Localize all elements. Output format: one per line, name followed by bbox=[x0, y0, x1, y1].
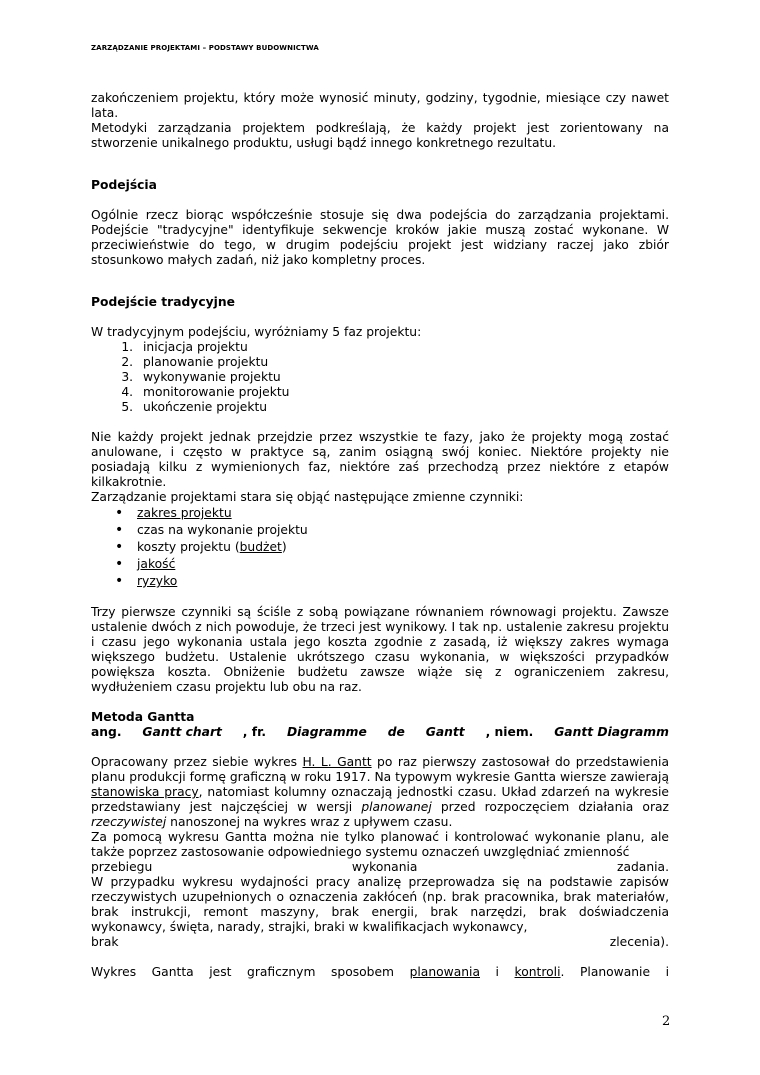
foreign-word: ang. bbox=[91, 725, 122, 739]
list-item bbox=[137, 505, 669, 522]
gantt-paragraph-4 bbox=[91, 965, 669, 980]
section-heading-tradycyjne: Podejście tradycyjne bbox=[91, 295, 235, 309]
link-ryzyko[interactable]: ryzyko bbox=[137, 574, 178, 588]
link-kontroli[interactable]: kontroli bbox=[514, 965, 561, 979]
link-budzet[interactable]: budżet bbox=[239, 540, 282, 554]
text-run: przebiegu bbox=[91, 860, 153, 874]
text-run: brak bbox=[91, 935, 119, 949]
phases-list bbox=[91, 340, 669, 415]
text-run: . Planowanie i bbox=[560, 965, 670, 979]
text-run: rzeczywistej bbox=[91, 815, 167, 829]
list-item: 2. planowanie projektu bbox=[137, 355, 669, 370]
tradycyjne-paragraph-2: Zarządzanie projektami stara się objąć następujące zmienne czynniki: bbox=[91, 490, 524, 504]
running-header: ZARZĄDZANIE PROJEKTAMI – PODSTAWY BUDOWNICTWA bbox=[91, 44, 319, 52]
list-item bbox=[137, 573, 669, 590]
foreign-word: Gantt chart bbox=[142, 725, 222, 739]
gantt-paragraph-2-last-line bbox=[91, 860, 669, 875]
text-run: zadania. bbox=[617, 860, 669, 874]
section-heading-podejscia: Podejścia bbox=[91, 178, 157, 192]
intro-paragraph-1: zakończeniem projektu, który może wynosić minuty, godziny, tygodnie, miesiące czy nawet lata. bbox=[91, 91, 669, 120]
gantt-paragraph-1 bbox=[91, 755, 669, 830]
gantt-paragraph-2: Za pomocą wykresu Gantta można nie tylko planować i kontrolować wykonanie planu, ale także poprzez zastosowanie odpowiedniego systemu oznaczeń uwzględniać zmienność bbox=[91, 830, 669, 859]
list-item: • czas na wykonanie projektu bbox=[137, 522, 669, 539]
list-item: 4. monitorowanie projektu bbox=[137, 385, 669, 400]
link-planowania[interactable]: planowania bbox=[409, 965, 480, 979]
text-run: zlecenia). bbox=[609, 935, 669, 949]
phases-lead: W tradycyjnym podejściu, wyróżniamy 5 faz projektu: bbox=[91, 325, 422, 339]
intro-paragraph-2: Metodyki zarządzania projektem podkreślają, że każdy projekt jest zorientowany na stworzenie unikalnego produktu, usługi bądź innego konkretnego rezultatu. bbox=[91, 121, 669, 150]
foreign-word: , niem. bbox=[485, 725, 534, 739]
list-item: 1. inicjacja projektu bbox=[137, 340, 669, 355]
section-heading-gantt: Metoda Gantta bbox=[91, 710, 195, 724]
text-run: po raz pierwszy zastosował do przedstawienia planu produkcji formę graficzną w roku 1917. Na typowym wykresie Gantta wiersze zawierają bbox=[91, 755, 669, 784]
link-jakosc[interactable]: jakość bbox=[137, 557, 176, 571]
foreign-word: Gantt Diagramm bbox=[554, 725, 669, 739]
podejscia-paragraph: Ogólnie rzecz biorąc współcześnie stosuje się dwa podejścia do zarządzania projektami. Podejście "tradycyjne" identyfikuje sekwencje kroków jakie muszą zostać wykonane. W przeciwieństwie do tego, w drugim podejściu projekt jest widziany raczej jako zbiór stosunkowo małych zadań, niż jako kompletny proces. bbox=[91, 208, 669, 267]
foreign-word: de bbox=[387, 725, 405, 739]
factors-list bbox=[91, 505, 669, 590]
list-item: 3. wykonywanie projektu bbox=[137, 370, 669, 385]
text-run: Opracowany przez siebie wykres bbox=[91, 755, 303, 769]
gantt-paragraph-3: W przypadku wykresu wydajności pracy analizę przeprowadza się na podstawie zapisów rzeczywistych uzupełnionych o oznaczenia zakłóceń (np. brak pracownika, brak materiałów, brak instrukcji, remont maszyny, brak energii, brak narzędzi, brak doświadczenia wykonawcy, święta, narady, strajki, braki w kwalifikacjach wykonawcy, bbox=[91, 875, 669, 934]
page-content bbox=[91, 91, 669, 980]
text-run: planowanej bbox=[361, 800, 432, 814]
list-item bbox=[137, 556, 669, 573]
text-run: Wykres Gantta jest graficznym sposobem bbox=[91, 965, 410, 979]
foreign-word: Diagramme bbox=[286, 725, 367, 739]
foreign-word: Gantt bbox=[425, 725, 465, 739]
list-item bbox=[137, 539, 669, 556]
link-hl-gantt[interactable]: H. L. Gantt bbox=[302, 755, 372, 769]
gantt-paragraph-3-last-line bbox=[91, 935, 669, 950]
text-run: i bbox=[480, 965, 515, 979]
text-run: wykonania bbox=[351, 860, 418, 874]
text-run: nanoszonej na wykres wraz z upływem czasu. bbox=[166, 815, 453, 829]
text-run: , natomiast kolumny oznaczają jednostki czasu. Układ zdarzeń na wykresie przedstawiany jest najczęściej w wersji bbox=[91, 785, 670, 814]
text-run: przed rozpoczęciem działania oraz bbox=[431, 800, 669, 814]
factor-text: ) bbox=[281, 540, 287, 554]
page-number: 2 bbox=[662, 1014, 671, 1029]
link-stanowiska-pracy[interactable]: stanowiska pracy bbox=[91, 785, 199, 799]
tradycyjne-paragraph-3: Trzy pierwsze czynniki są ściśle z sobą powiązane równaniem równowagi projektu. Zawsze ustalenie dwóch z nich powoduje, że trzeci jest wynikowy. I tak np. ustalenie zakresu projektu i czasu jego wykonania ustala jego koszta zgodnie z zasadą, iż większy zakres wymaga większego budżetu. Ustalenie ukrótszego czasu wykonania, w większości przypadków powiększa koszta. Obniżenie budżetu zawsze wiąże się z ograniczeniem zakresu, wydłużeniem czasu projektu lub obu na raz. bbox=[91, 605, 669, 694]
foreign-word: , fr. bbox=[242, 725, 267, 739]
list-item: 5. ukończenie projektu bbox=[137, 400, 669, 415]
link-zakres-projektu[interactable]: zakres projektu bbox=[137, 506, 232, 520]
gantt-foreign-names bbox=[91, 725, 669, 740]
factor-text: koszty projektu ( bbox=[137, 540, 240, 554]
tradycyjne-paragraph-1: Nie każdy projekt jednak przejdzie przez wszystkie te fazy, jako że projekty mogą zostać anulowane, i często w praktyce są, zanim osiągną swój koniec. Niektóre projekty nie posiadają kilku z wymienionych faz, niektóre zaś przechodzą przez niektóre z etapów kilkakrotnie. bbox=[91, 430, 669, 489]
